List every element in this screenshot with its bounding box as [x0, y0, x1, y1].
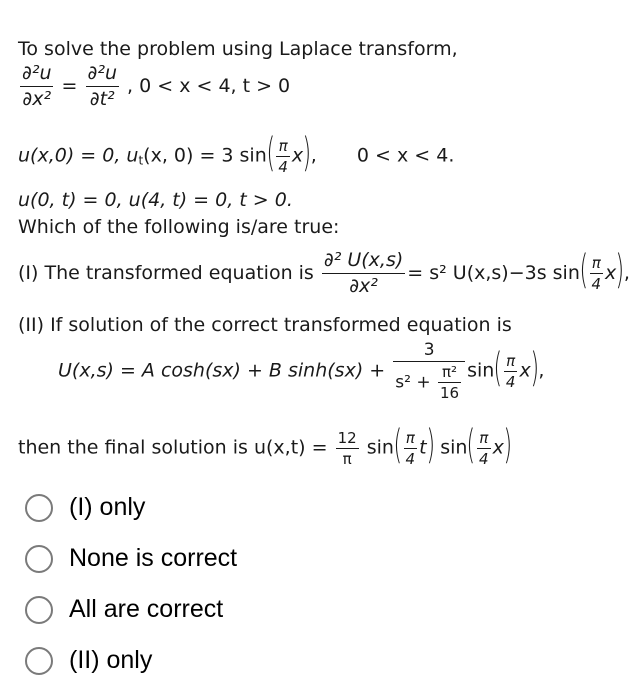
- pde-equals: =: [61, 74, 78, 97]
- final-pi-2: π: [477, 429, 491, 449]
- option-none-correct[interactable]: [25, 533, 625, 584]
- stmt1-rhs: = s² U(x,s)−3s sin: [407, 261, 580, 284]
- pde-lhs-num: ∂²u: [20, 62, 53, 87]
- ic-part1: u(x,0) = 0, u: [18, 144, 139, 167]
- sol-pi: π: [504, 352, 518, 372]
- sol-sin: sin: [467, 359, 495, 382]
- final-t: t: [419, 436, 427, 459]
- stmt1-tail: ,: [623, 261, 630, 284]
- transformed-solution: U(x,s) = A cosh(sx) + B sinh(sx) + 3 s² + $\frac{\text{π²}}{16}$ sin( $\frac{\pi}{4}$ x),: [58, 340, 545, 403]
- stmt1-den: ∂x²: [349, 274, 378, 297]
- radio-button[interactable]: [25, 545, 53, 573]
- ic-sub: t: [138, 153, 144, 168]
- stmt1-num: ∂² U(x,s): [322, 249, 405, 274]
- final-x: x: [492, 436, 504, 459]
- sol-tail: ,: [538, 359, 545, 382]
- final-prefix: then the final solution is u(x,t) =: [18, 436, 328, 459]
- sol-den-16: 16: [439, 384, 460, 403]
- prompt-text: Which of the following is/are true:: [18, 216, 340, 238]
- answer-options: [25, 482, 625, 686]
- option-label: All are correct: [69, 595, 224, 623]
- pde-lhs-fraction: [20, 62, 53, 111]
- sol-den: [393, 362, 465, 402]
- pde-rhs-fraction: [86, 62, 119, 111]
- sol-den-pi2: π²: [438, 363, 461, 383]
- radio-button[interactable]: [25, 647, 53, 675]
- final-num: 12: [337, 428, 357, 447]
- radio-button[interactable]: [25, 494, 53, 522]
- intro-text: To solve the problem using Laplace transform,: [18, 38, 458, 60]
- ic-pi: π: [276, 137, 290, 157]
- sol-x: x: [519, 359, 531, 382]
- radio-button[interactable]: [25, 596, 53, 624]
- sol-num: 3: [393, 340, 465, 362]
- option-label: (I) only: [69, 493, 146, 521]
- stmt1-four: 4: [591, 274, 602, 293]
- option-all-correct[interactable]: [25, 584, 625, 635]
- sol-lhs: U(x,s) = A cosh(sx) + B sinh(sx) +: [58, 359, 386, 382]
- ic-pi-frac: [276, 137, 290, 176]
- sol-den-a: s² +: [395, 372, 431, 393]
- ic-domain: 0 < x < 4.: [356, 144, 455, 167]
- option-ii-only[interactable]: [25, 635, 625, 686]
- sol-four: 4: [505, 372, 516, 391]
- final-four-1: 4: [405, 449, 416, 468]
- stmt1-pi-frac: [590, 254, 604, 293]
- pde-domain: , 0 < x < 4, t > 0: [127, 74, 291, 97]
- statement-2: (II) If solution of the correct transformed equation is: [18, 314, 512, 336]
- ic-x: x: [291, 144, 304, 167]
- option-label: None is correct: [69, 544, 238, 572]
- final-pi-1: π: [404, 429, 418, 449]
- final-solution: then the final solution is u(x,t) = $\frac{12}{\pi}$ sin( $\frac{\pi}{4}$ t) sin( $\frac{\pi}{4}$ x): [18, 422, 512, 468]
- sol-fraction: [393, 340, 465, 402]
- pde-equation: [18, 62, 290, 111]
- ic-four: 4: [278, 157, 288, 176]
- sol-den-frac: [438, 363, 461, 402]
- pde-rhs-num: ∂²u: [86, 62, 119, 87]
- final-four-2: 4: [479, 449, 489, 468]
- stmt1-fraction: [322, 249, 405, 298]
- ic-part2: (x, 0) = 3 sin: [143, 144, 267, 167]
- final-coef-frac: [336, 429, 359, 468]
- pde-lhs-den: ∂x²: [22, 87, 52, 110]
- pde-rhs-den: ∂t²: [89, 87, 115, 110]
- stmt1-x: x: [605, 261, 617, 284]
- stmt1-prefix: (I) The transformed equation is: [18, 261, 314, 284]
- final-sin1: sin: [366, 436, 394, 459]
- sol-pi-frac: [504, 352, 518, 391]
- option-label: (II) only: [69, 646, 153, 674]
- boundary-conditions: u(0, t) = 0, u(4, t) = 0, t > 0.: [18, 189, 293, 211]
- final-den: π: [342, 449, 352, 468]
- final-pi-frac-1: [404, 429, 418, 468]
- stmt1-pi: π: [590, 254, 604, 274]
- final-sin2: sin: [440, 436, 468, 459]
- ic-tail: ,: [310, 144, 317, 167]
- option-i-only[interactable]: [25, 482, 625, 533]
- final-pi-frac-2: [477, 429, 491, 468]
- statement-1: (I) The transformed equation is $\frac{\text{∂² U(x,s)}}{\text{∂x²}}$ = s² U(x,s)−3s sin( $\frac{\pi}{4}$ x),: [18, 247, 630, 297]
- initial-conditions: u(x,0) = 0, $u_t(x$, 0) = 3 sin( $\frac{\pi}{4}$ x), 0 < x < 4.: [18, 130, 455, 176]
